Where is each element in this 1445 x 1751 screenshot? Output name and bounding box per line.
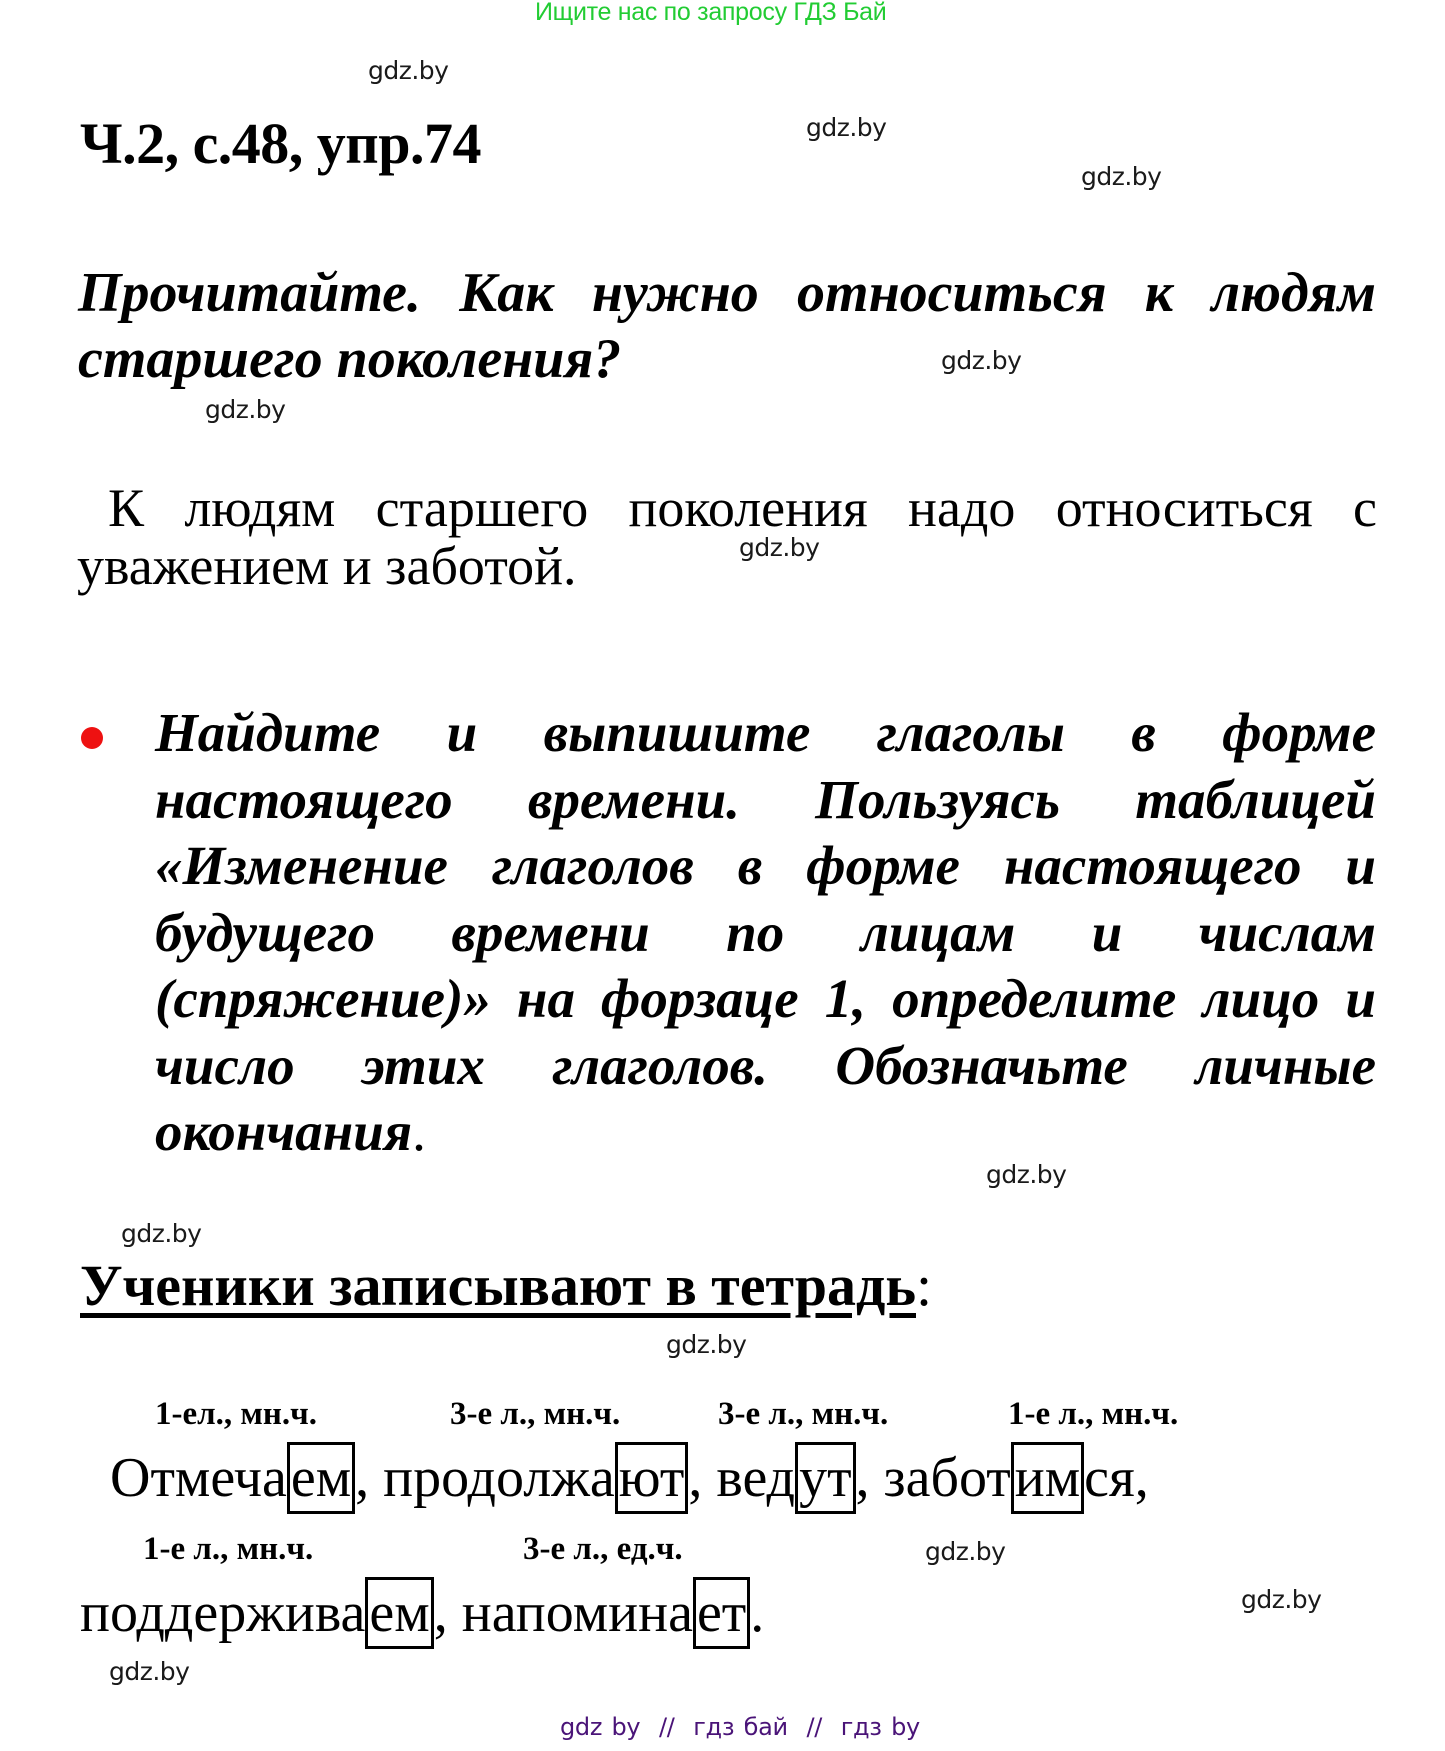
verb-label: 1-е л., мн.ч. xyxy=(143,1531,314,1567)
watermark: gdz.by xyxy=(368,56,449,85)
watermark: gdz.by xyxy=(986,1160,1067,1189)
separator: , xyxy=(688,1447,717,1509)
verb-stem: напомина xyxy=(461,1582,693,1644)
task-text: Найдите и выпишите глаголы в форме настоящего времени. Пользуясь таблицей «Изменение глаголов в форме настоящего и будущего времени по лицам и числам (спряжение)» на форзаце 1, определите лицо и число этих глаголов. Обозначьте личные окончания xyxy=(155,702,1376,1162)
verb-ending-box: ем xyxy=(287,1442,355,1514)
verb-stem: забот xyxy=(883,1447,1011,1509)
watermark: gdz.by xyxy=(1241,1585,1322,1614)
task-instruction xyxy=(155,700,1376,1166)
verbs-line-2 xyxy=(80,1577,764,1645)
watermark: gdz.by xyxy=(121,1219,202,1248)
watermark: gdz.by xyxy=(925,1537,1006,1566)
promo-banner[interactable]: Ищите нас по запросу ГДЗ Бай xyxy=(535,0,887,26)
watermark: gdz.by xyxy=(1081,162,1162,191)
task-end-punct: . xyxy=(412,1101,426,1162)
watermark: gdz.by xyxy=(666,1330,747,1359)
separator: . xyxy=(750,1582,765,1644)
verb-stem: вед xyxy=(716,1447,796,1509)
separator: , xyxy=(355,1447,384,1509)
separator: , xyxy=(433,1582,462,1644)
watermark: gdz.by xyxy=(205,395,286,424)
exercise-question: Прочитайте. Как нужно относиться к людям старшего поколения? xyxy=(78,262,1376,390)
verb-ending-box: ем xyxy=(365,1577,433,1649)
verb-ending-box: ет xyxy=(693,1577,750,1649)
verb-stem: Отмеча xyxy=(110,1447,287,1509)
verb-suffix: ся xyxy=(1084,1447,1135,1509)
footer-links[interactable]: gdz by // гдз бай // гдз by xyxy=(560,1713,920,1741)
exercise-title: Ч.2, с.48, упр.74 xyxy=(80,111,481,176)
separator: , xyxy=(1134,1447,1149,1509)
verb-ending-box: им xyxy=(1011,1442,1084,1514)
verb-ending-box: ут xyxy=(795,1442,855,1514)
notebook-heading-colon: : xyxy=(916,1253,933,1318)
watermark: gdz.by xyxy=(941,346,1022,375)
verbs-line-1 xyxy=(110,1442,1149,1510)
notebook-heading xyxy=(80,1252,932,1319)
verb-label: 1-ел., мн.ч. xyxy=(155,1396,318,1432)
exercise-answer: К людям старшего поколения надо относиться с уважением и заботой. xyxy=(77,478,1377,596)
verb-label: 3-е л., мн.ч. xyxy=(450,1396,621,1432)
watermark: gdz.by xyxy=(739,533,820,562)
watermark: gdz.by xyxy=(109,1657,190,1686)
verb-stem: поддержива xyxy=(80,1582,366,1644)
notebook-heading-text: Ученики записывают в тетрадь xyxy=(80,1253,916,1318)
verb-ending-box: ют xyxy=(615,1442,689,1514)
verb-stem: продолжа xyxy=(383,1447,615,1509)
verb-label: 3-е л., мн.ч. xyxy=(718,1396,889,1432)
separator: , xyxy=(855,1447,884,1509)
bullet-icon xyxy=(81,727,103,749)
watermark: gdz.by xyxy=(806,113,887,142)
verb-label: 3-е л., ед.ч. xyxy=(523,1531,683,1567)
verb-label: 1-е л., мн.ч. xyxy=(1008,1396,1179,1432)
